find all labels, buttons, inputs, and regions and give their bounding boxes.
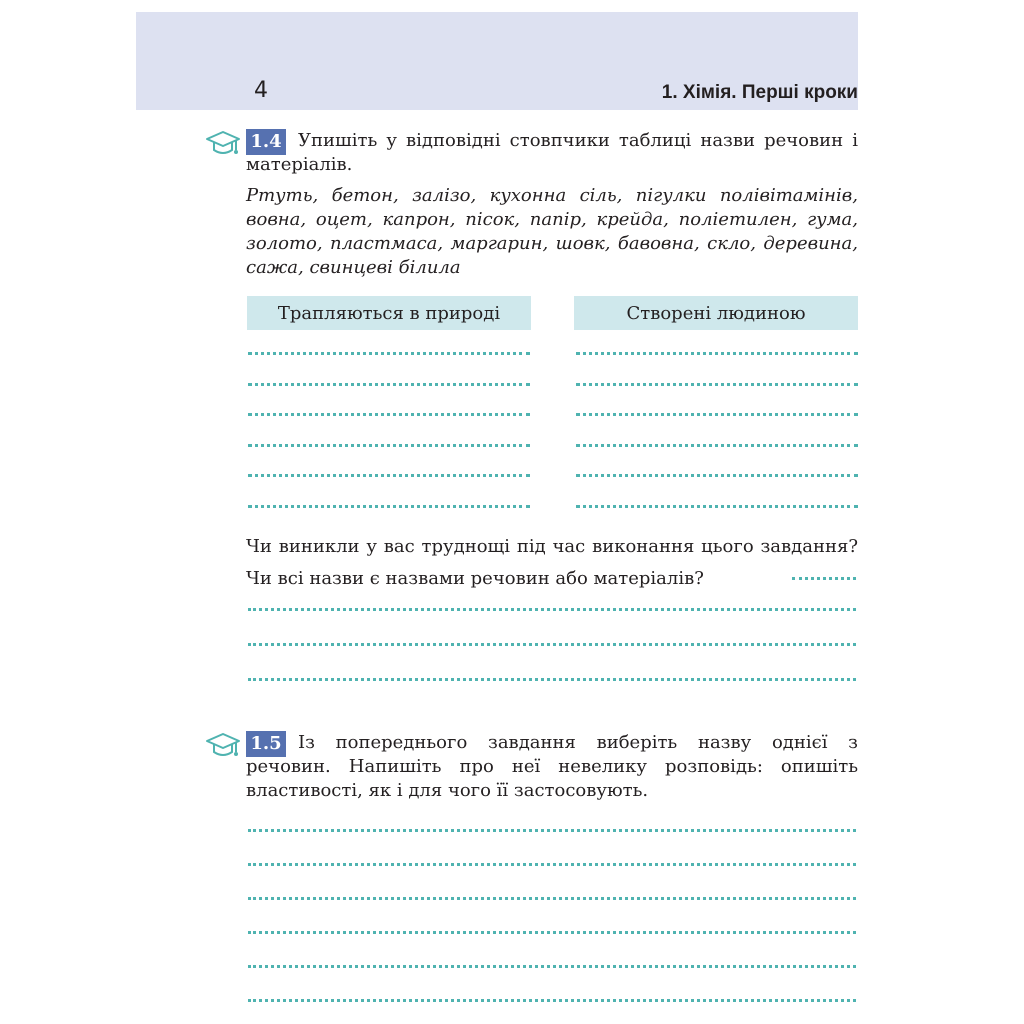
- answer-line[interactable]: [248, 352, 530, 355]
- graduation-cap-icon: [205, 732, 241, 760]
- answer-line[interactable]: [576, 474, 858, 477]
- answer-line[interactable]: [248, 965, 856, 968]
- answer-line[interactable]: [576, 352, 858, 355]
- answer-line[interactable]: [248, 444, 530, 447]
- task-question: Чи виникли у вас труднощі під час виконання цього завдання? Чи всі назви є назвами речовин або матеріалів?: [246, 536, 858, 589]
- answer-line[interactable]: [248, 999, 856, 1002]
- answer-line[interactable]: [248, 931, 856, 934]
- column-header-natural: Трапляються в природі: [247, 296, 531, 330]
- answer-line[interactable]: [248, 863, 856, 866]
- answer-line[interactable]: [576, 413, 858, 416]
- word-list: Ртуть, бетон, залізо, кухонна сіль, пігулки полівітамінів, вовна, оцет, капрон, пісок, папір, крейда, поліетилен, гума, золото, пластмаса, маргарин, шовк, бавовна, скло, деревина, сажа, свинцеві білила: [246, 185, 858, 278]
- answer-line[interactable]: [248, 383, 530, 386]
- answer-line[interactable]: [248, 897, 856, 900]
- answer-line[interactable]: [248, 678, 856, 681]
- answer-line[interactable]: [792, 577, 856, 580]
- task-number-badge: 1.4: [246, 129, 286, 155]
- graduation-cap-icon: [205, 130, 241, 158]
- answer-line[interactable]: [248, 829, 856, 832]
- answer-line[interactable]: [248, 474, 530, 477]
- task-number-badge: 1.5: [246, 731, 286, 757]
- page-number: 4: [254, 78, 268, 103]
- answer-line[interactable]: [248, 413, 530, 416]
- answer-line[interactable]: [576, 383, 858, 386]
- answer-line[interactable]: [248, 608, 856, 611]
- answer-line[interactable]: [576, 505, 858, 508]
- column-header-man-made: Створені людиною: [574, 296, 858, 330]
- chapter-title: 1. Хімія. Перші кроки: [661, 82, 858, 103]
- task-instruction: Із попереднього завдання виберіть назву однієї з речовин. Напишіть про неї невелику розповідь: опишіть властивості, як і для чого її застосовують.: [246, 732, 858, 801]
- task-instruction: Упишіть у відповідні стовпчики таблиці назви речовин і матеріалів.: [246, 130, 858, 175]
- answer-line[interactable]: [576, 444, 858, 447]
- answer-line[interactable]: [248, 505, 530, 508]
- answer-line[interactable]: [248, 643, 856, 646]
